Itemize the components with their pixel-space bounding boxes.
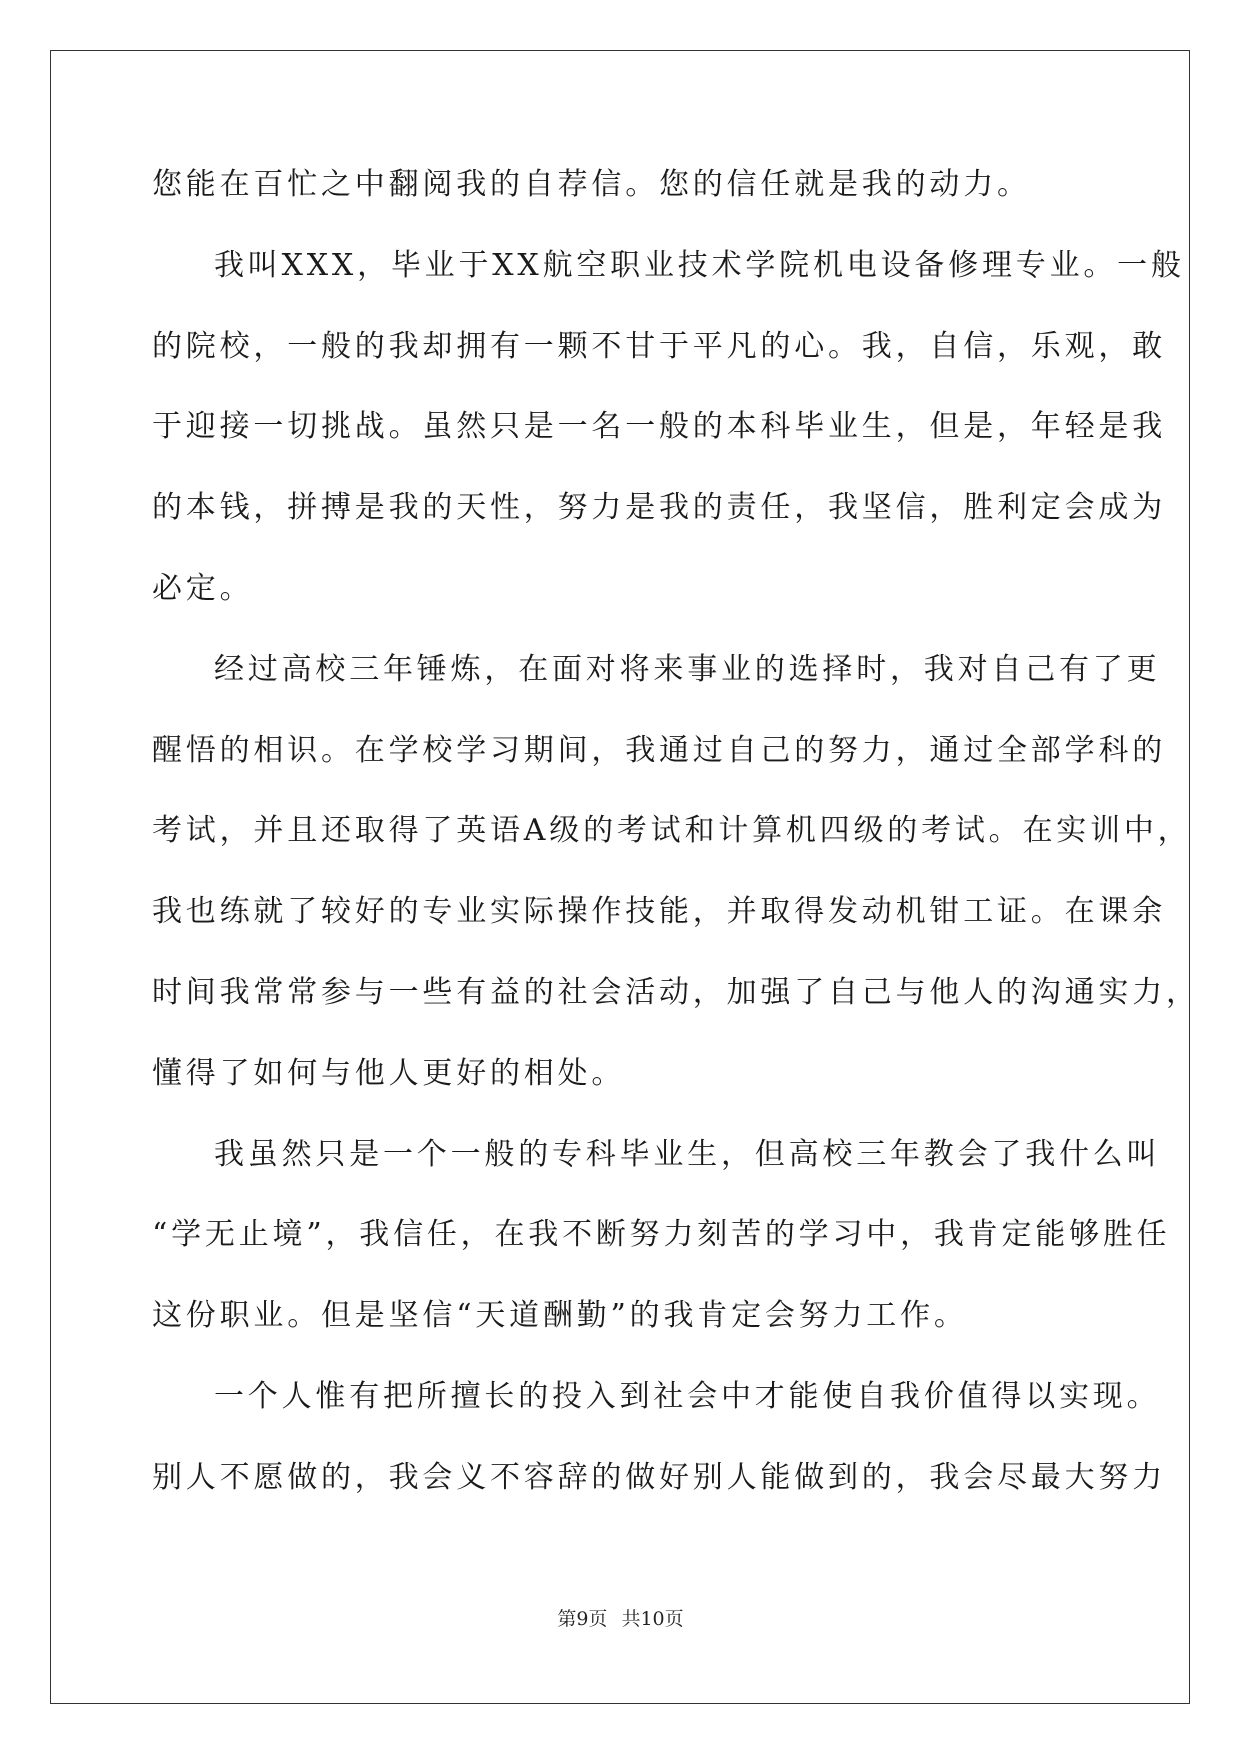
text-line: “学无止境”，我信任，在我不断努力刻苦的学习中，我肯定能够胜任 <box>152 1217 1171 1253</box>
text-line: 我叫XXX，毕业于XX航空职业技术学院机电设备修理专业。一般 <box>214 247 1185 283</box>
page-footer <box>0 1604 1241 1631</box>
text-line: 时间我常常参与一些有益的社会活动，加强了自己与他人的沟通实力， <box>152 974 1200 1010</box>
text-line: 的本钱，拼搏是我的天性，努力是我的责任，我坚信，胜利定会成为 <box>152 490 1166 526</box>
text-line: 醒悟的相识。在学校学习期间，我通过自己的努力，通过全部学科的 <box>152 732 1166 768</box>
text-line: 您能在百忙之中翻阅我的自荐信。您的信任就是我的动力。 <box>152 167 1031 202</box>
page-number-current: 第9页 <box>557 1608 608 1630</box>
text-line: 懂得了如何与他人更好的相处。 <box>152 1055 626 1091</box>
text-line: 这份职业。但是坚信“天道酬勤”的我肯定会努力工作。 <box>152 1298 968 1334</box>
page-number-total: 共10页 <box>621 1608 684 1630</box>
text-line: 我也练就了较好的专业实际操作技能，并取得发动机钳工证。在课余 <box>152 894 1166 930</box>
text-line: 必定。 <box>152 570 254 606</box>
text-line: 考试，并且还取得了英语A级的考试和计算机四级的考试。在实训中， <box>152 813 1192 849</box>
text-line: 别人不愿做的，我会义不容辞的做好别人能做到的，我会尽最大努力 <box>152 1459 1166 1495</box>
text-line: 一个人惟有把所擅长的投入到社会中才能使自我价值得以实现。 <box>214 1378 1161 1414</box>
text-line: 的院校，一般的我却拥有一颗不甘于平凡的心。我，自信，乐观，敢 <box>152 328 1166 364</box>
text-line: 我虽然只是一个一般的专科毕业生，但高校三年教会了我什么叫 <box>214 1136 1161 1172</box>
text-line: 于迎接一切挑战。虽然只是一名一般的本科毕业生，但是，年轻是我 <box>152 409 1166 445</box>
text-line: 经过高校三年锤炼，在面对将来事业的选择时，我对自己有了更 <box>214 651 1161 687</box>
document-body <box>152 160 1200 1534</box>
